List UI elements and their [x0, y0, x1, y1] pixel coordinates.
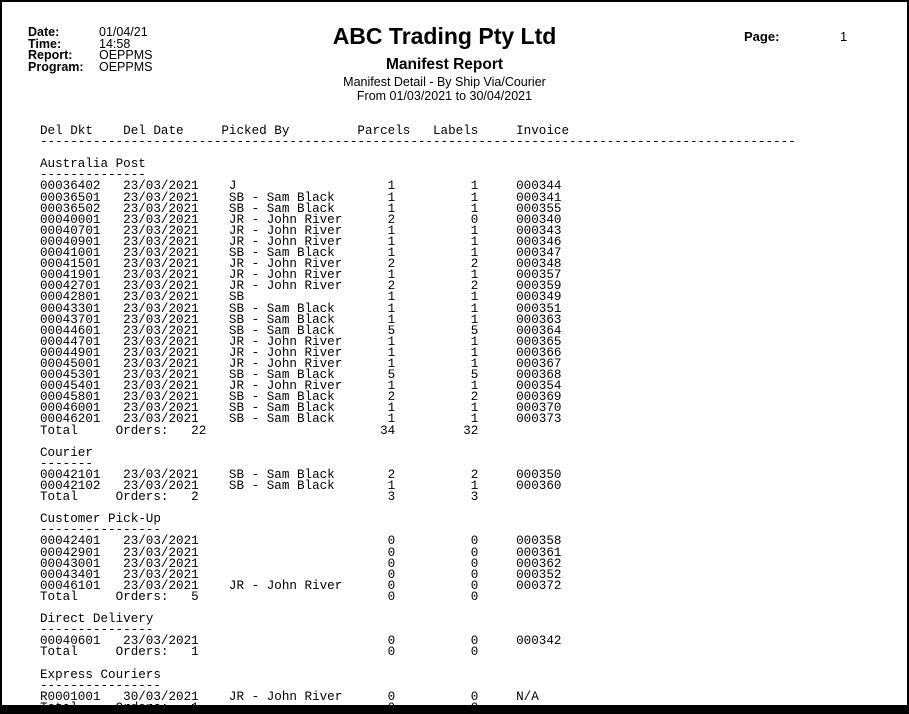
report-title-block: [152, 24, 737, 103]
table-row: 00040701 23/03/2021 JR - John River 1 1 000343: [40, 223, 562, 238]
table-row: 00042901 23/03/2021 0 0 000361: [40, 545, 562, 560]
table-row: 00046001 23/03/2021 SB - Sam Black 1 1 000370: [40, 401, 562, 416]
table-row: 00041501 23/03/2021 JR - John River 2 2 000348: [40, 257, 562, 272]
table-row: 00043301 23/03/2021 SB - Sam Black 1 1 000351: [40, 301, 562, 316]
table-row: 00040001 23/03/2021 JR - John River 2 0 000340: [40, 212, 562, 227]
section-total-row: Total Orders: 22 34 32: [40, 423, 479, 438]
separator-line: ----------------------------------------------------------------------------------------------------: [40, 135, 796, 150]
table-row: 00044901 23/03/2021 JR - John River 1 1 000366: [40, 345, 562, 360]
table-row: 00042801 23/03/2021 SB 1 1 000349: [40, 290, 562, 305]
table-row: 00043701 23/03/2021 SB - Sam Black 1 1 000363: [40, 312, 562, 327]
section-underline: --------------: [40, 168, 146, 183]
table-row: 00042102 23/03/2021 SB - Sam Black 1 1 000360: [40, 479, 562, 493]
page-number: 1: [840, 29, 848, 44]
section-name: Australia Post: [40, 157, 146, 172]
report-body: [40, 126, 796, 714]
blank-line: [40, 148, 796, 159]
column-header-line: Del Dkt Del Date Picked By Parcels Labels Invoice: [40, 124, 570, 138]
section-name: Customer Pick-Up: [40, 512, 161, 527]
report-meta: [28, 27, 153, 73]
table-row: 00036402 23/03/2021 J 1 1 000344: [40, 179, 562, 194]
report-detail-line2: From 01/03/2021 to 30/04/2021: [356, 88, 533, 103]
section-total-row: Total Orders: 5 0 0: [40, 589, 479, 604]
table-row: 00046101 23/03/2021 JR - John River 0 0 000372: [40, 578, 562, 593]
table-row: 00046201 23/03/2021 SB - Sam Black 1 1 000373: [40, 412, 562, 427]
table-row: 00045401 23/03/2021 JR - John River 1 1 000354: [40, 379, 562, 394]
table-row: 00045801 23/03/2021 SB - Sam Black 2 2 000369: [40, 390, 562, 405]
table-row: 00042401 23/03/2021 0 0 000358: [40, 534, 562, 549]
meta-program-label: Program:: [28, 59, 84, 74]
section-name: Direct Delivery: [40, 612, 154, 627]
table-row: 00041001 23/03/2021 SB - Sam Black 1 1 000347: [40, 246, 562, 261]
table-row: 00043001 23/03/2021 0 0 000362: [40, 556, 562, 571]
section-name: Courier: [40, 445, 93, 460]
meta-date-value: 01/04/21: [99, 25, 148, 39]
section-underline: ----------------: [40, 523, 161, 538]
table-row: 00044701 23/03/2021 JR - John River 1 1 000365: [40, 334, 562, 349]
section-name: Express Couriers: [40, 667, 161, 682]
table-row: 00045301 23/03/2021 SB - Sam Black 5 5 000368: [40, 368, 562, 383]
section-underline: ----------------: [40, 678, 161, 693]
meta-time-label: Time:: [28, 36, 62, 51]
table-row: 00036501 23/03/2021 SB - Sam Black 1 1 000341: [40, 190, 562, 205]
section-total-row: Total Orders: 1 0 0: [40, 645, 479, 660]
blank-line: [40, 437, 796, 448]
meta-program-value: OEPPMS: [99, 59, 153, 74]
table-row: 00041901 23/03/2021 JR - John River 1 1 000357: [40, 268, 562, 283]
table-row: 00043401 23/03/2021 0 0 000352: [40, 567, 562, 582]
section-underline: -------: [40, 456, 93, 471]
table-row: 00045001 23/03/2021 JR - John River 1 1 000367: [40, 356, 562, 371]
report-detail-line1: Manifest Detail - By Ship Via/Courier: [343, 75, 546, 89]
table-row: 00040901 23/03/2021 JR - John River 1 1 000346: [40, 234, 562, 249]
blank-line: [40, 603, 796, 614]
bottom-edge-bar: [2, 705, 907, 712]
table-row: 00036502 23/03/2021 SB - Sam Black 1 1 000355: [40, 201, 562, 216]
meta-time-value: 14:58: [99, 36, 131, 51]
report-name: Manifest Report: [385, 56, 504, 73]
page-label: Page:: [744, 29, 780, 44]
meta-report-label: Report:: [28, 48, 73, 62]
section-underline: ---------------: [40, 623, 154, 638]
meta-report-value: OEPPMS: [99, 48, 153, 62]
meta-program-row: [28, 59, 153, 74]
table-row: 00044601 23/03/2021 SB - Sam Black 5 5 000364: [40, 323, 562, 338]
section-total-row: Total Orders: 2 3 3: [40, 490, 479, 505]
table-row: R0001001 30/03/2021 JR - John River 0 0 N/A: [40, 689, 539, 704]
table-row: 00040601 23/03/2021 0 0 000342: [40, 634, 562, 649]
company-title: ABC Trading Pty Ltd: [332, 23, 557, 49]
meta-date-label: Date:: [28, 25, 60, 39]
table-row: 00042101 23/03/2021 SB - Sam Black 2 2 000350: [40, 467, 562, 482]
table-row: 00042701 23/03/2021 JR - John River 2 2 000359: [40, 279, 562, 294]
